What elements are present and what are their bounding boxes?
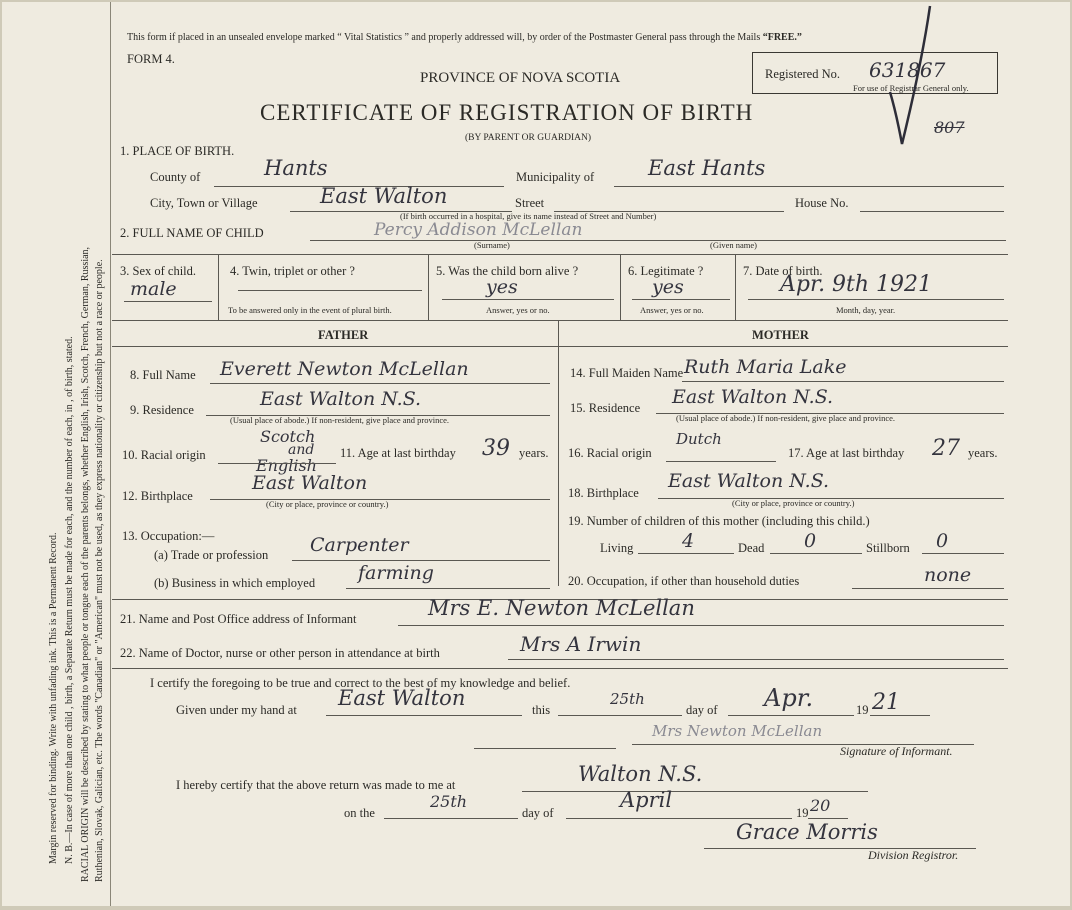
place-heading: 1. PLACE OF BIRTH. [120,144,235,158]
mother-age-value: 27 [932,436,960,461]
father-race-value-2: and [288,442,315,458]
informant-value: Mrs E. Newton McLellan [428,596,695,620]
doctor-label: 22. Name of Doctor, nurse or other person in attendance at birth [120,646,440,660]
dead-label: Dead [738,541,765,555]
answer-line [398,625,1004,626]
father-race-label: 10. Racial origin [122,448,206,462]
father-age-value: 39 [482,436,510,461]
alive-note: Answer, yes or no. [486,305,550,315]
mother-name-value: Ruth Maria Lake [684,356,847,378]
child-name-value: Percy Addison McLellan [374,220,583,240]
father-res-note: (Usual place of abode.) If non-resident, give place and province. [230,415,450,425]
parents-rule [112,346,1008,347]
municipality-line [614,186,1004,187]
row-divider-top [112,254,1008,255]
col-divider [218,254,219,320]
answer-line [566,818,792,819]
legitimate-note: Answer, yes or no. [640,305,704,315]
municipality-label: Municipality of [516,170,595,184]
city-label: City, Town or Village [150,196,258,210]
legitimate-label: 6. Legitimate ? [628,264,704,278]
registered-box [752,52,998,94]
answer-line [748,299,1004,300]
answer-line [870,715,930,716]
form-number: FORM 4. [127,52,175,66]
sex-label: 3. Sex of child. [120,264,197,278]
registrar-signature-label: Division Registror. [868,848,959,862]
business-label: (b) Business in which employed [154,576,316,590]
mother-occ-label: 20. Occupation, if other than household duties [568,574,800,588]
father-heading: FATHER [318,328,369,342]
occupation-label: 13. Occupation:— [122,529,215,543]
informant-label: 21. Name and Post Office address of Informant [120,612,357,626]
mother-bp-note: (City or place, province or country.) [732,498,855,508]
answer-line [326,715,522,716]
stillborn-label: Stillborn [866,541,910,555]
legitimate-value: yes [652,276,684,298]
doctor-value: Mrs A Irwin [520,632,642,656]
father-res-value: East Walton N.S. [260,388,422,410]
answer-line [808,818,848,819]
father-name-label: 8. Full Name [130,368,196,382]
registrar-year: 20 [810,796,831,815]
twin-note: To be answered only in the event of plural birth. [228,305,392,315]
mother-age-suffix: years. [968,446,998,460]
margin-number: 807 [934,118,965,137]
registrar-certify: I hereby certify that the above return was made to me at [176,778,456,792]
trade-label: (a) Trade or profession [154,548,269,562]
father-name-value: Everett Newton McLellan [220,358,469,380]
twin-label: 4. Twin, triplet or other ? [230,264,355,278]
mother-heading: MOTHER [752,328,809,342]
mother-race-label: 16. Racial origin [568,446,652,460]
answer-line [728,715,854,716]
father-race-value-1: Scotch [260,427,316,446]
mother-race-value: Dutch [676,430,722,448]
informant-certify: I certify the foregoing to be true and correct to the best of my knowledge and belief. [150,676,571,690]
mail-notice: This form if placed in an unsealed envelope marked “ Vital Statistics ” and properly addressed will, by order of the Postmaster General pass through the Mails “FREE.” [127,32,802,43]
dob-label: 7. Date of birth. [743,264,823,278]
given-day: 25th [610,690,645,708]
answer-line [442,299,614,300]
mother-res-note: (Usual place of abode.) If non-resident, give place and province. [676,413,896,423]
province-heading: PROVINCE OF NOVA SCOTIA [420,70,621,86]
living-label: Living [600,541,634,555]
registered-label: Registered No. [765,67,840,81]
answer-line [682,381,1004,382]
mother-bp-label: 18. Birthplace [568,486,639,500]
given-name-note: (Given name) [710,240,757,250]
answer-line [770,553,862,554]
father-bp-note: (City or place, province or country.) [266,499,389,509]
answer-line [508,659,1004,660]
registrar-year-prefix: 19 [796,806,809,820]
child-name-line [310,240,1006,241]
registered-number: 631867 [869,58,946,82]
business-value: farming [358,562,434,584]
parents-divider [558,320,559,586]
given-year: 21 [872,690,900,715]
mother-res-value: East Walton N.S. [672,386,834,408]
registrar-check-mark [882,2,942,152]
given-label: Given under my hand at [176,703,297,717]
answer-line [558,715,682,716]
registrar-signature: Grace Morris [736,820,878,844]
alive-label: 5. Was the child born alive ? [436,264,579,278]
registrar-dayof-label: day of [522,806,554,820]
registrar-note: For use of Registrar General only. [853,83,969,93]
house-label: House No. [795,196,849,210]
dead-value: 0 [804,530,817,552]
col-divider [735,254,736,320]
living-value: 4 [682,530,695,552]
trade-value: Carpenter [310,534,409,556]
answer-line [218,463,336,464]
racial-note-1: RACIAL ORIGIN will be described by stating to what people or tongue each of the parents belongs, whether English, Irish, Scotch, French, German, Russian, [80,246,91,882]
margin-divider [110,2,111,906]
birth-certificate [2,2,1070,906]
given-year-prefix: 19 [856,703,869,717]
mother-age-label: 17. Age at last birthday [788,446,905,460]
answer-line [922,553,1004,554]
city-value: East Walton [320,184,448,208]
answer-line [638,553,734,554]
answer-line [852,588,1004,589]
separator-line [474,748,616,749]
informant-signature: Mrs Newton McLellan [652,722,823,740]
answer-line [384,818,518,819]
racial-note-2: Ruthenian, Slovak, Galician, etc. The words "Canadian" or "American" must not be used, as they express nationality or citizenship but not a race or people. [94,259,105,882]
answer-line [632,299,730,300]
nb-note: N. B.—In case of more than one child , birth, a Separate Return must be made for each, and the number of each, in , of birth, stated. [64,336,75,864]
municipality-value: East Hants [648,156,766,180]
hospital-note: (If birth occurred in a hospital, give its name instead of Street and Number) [400,211,657,221]
col-divider [428,254,429,320]
given-dayof-label: day of [686,703,718,717]
answer-line [292,560,550,561]
father-res-label: 9. Residence [130,403,194,417]
dob-value: Apr. 9th 1921 [780,272,933,297]
registrar-place: Walton N.S. [578,762,703,786]
county-label: County of [150,170,201,184]
registrar-day: 25th [430,792,468,811]
given-place: East Walton [338,686,466,710]
children-count-label: 19. Number of children of this mother (including this child.) [568,514,870,528]
answer-line [666,461,776,462]
dob-note: Month, day, year. [836,305,896,315]
registrar-on-label: on the [344,806,375,820]
row-divider-bottom [112,320,1008,321]
mother-bp-value: East Walton N.S. [668,470,830,492]
free-label: “FREE.” [762,32,802,43]
street-label: Street [515,196,545,210]
county-value: Hants [264,156,328,180]
father-age-suffix: years. [519,446,549,460]
father-bp-value: East Walton [252,472,368,494]
margin-note: Margin reserved for binding. Write with unfading ink. This is a Permanent Record. [48,532,59,864]
certificate-title: CERTIFICATE OF REGISTRATION OF BIRTH [260,100,754,125]
given-month: Apr. [764,684,814,712]
binding-margin [2,2,110,906]
child-name-label: 2. FULL NAME OF CHILD [120,226,264,240]
mother-name-label: 14. Full Maiden Name [570,366,684,380]
registrar-month: April [620,788,673,812]
answer-line [238,290,422,291]
col-divider [620,254,621,320]
certificate-subtitle: (BY PARENT OR GUARDIAN) [465,133,592,143]
mother-res-label: 15. Residence [570,401,641,415]
sex-value: male [130,278,177,300]
alive-value: yes [486,276,518,298]
mother-occ-value: none [924,564,972,586]
stillborn-value: 0 [936,530,949,552]
answer-line [522,791,868,792]
answer-line [346,588,550,589]
father-age-label: 11. Age at last birthday [340,446,456,460]
father-bp-label: 12. Birthplace [122,489,193,503]
father-race-value-3: English [256,456,317,475]
answer-line [124,301,212,302]
given-this-label: this [532,703,551,717]
certify-rule [112,668,1008,669]
answer-line [210,383,550,384]
surname-note: (Surname) [474,240,510,250]
informant-signature-label: Signature of Informant. [840,744,953,758]
house-line [860,211,1004,212]
